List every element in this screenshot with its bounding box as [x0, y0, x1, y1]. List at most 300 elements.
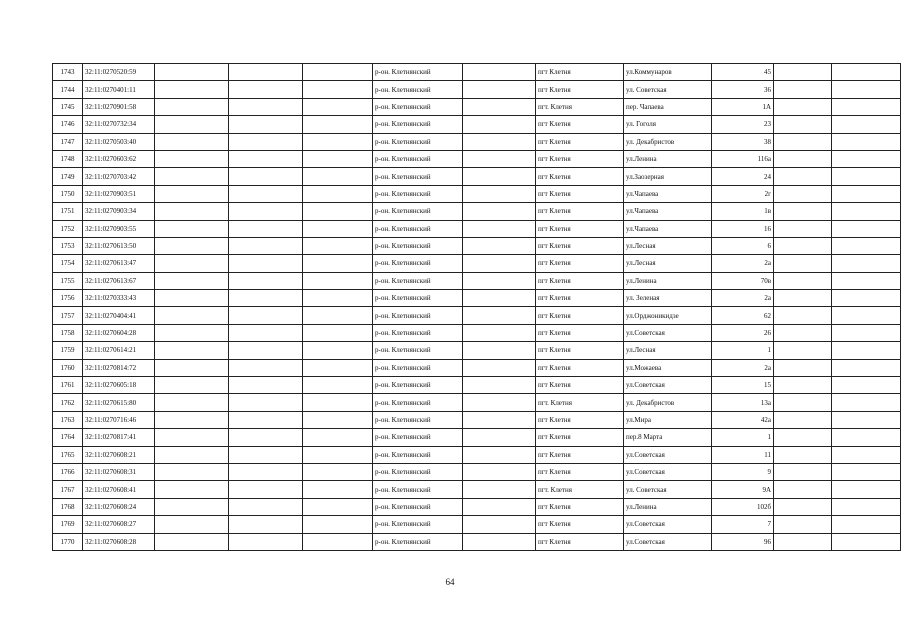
empty-cell	[463, 481, 536, 498]
row-number-cell: 1764	[53, 429, 83, 446]
empty-cell	[229, 481, 303, 498]
empty-cell	[463, 359, 536, 376]
cadastral-number-cell: 32:11:0270716:46	[83, 411, 155, 428]
empty-cell	[774, 342, 832, 359]
empty-cell	[832, 342, 901, 359]
empty-cell	[155, 463, 229, 480]
table-row	[53, 446, 901, 463]
empty-cell	[832, 411, 901, 428]
empty-cell	[303, 220, 373, 237]
settlement-cell: пгт Клетня	[536, 203, 624, 220]
empty-cell	[229, 272, 303, 289]
street-cell: ул.Чапаева	[624, 220, 712, 237]
empty-cell	[303, 133, 373, 150]
house-number-cell: 24	[712, 168, 774, 185]
empty-cell	[463, 394, 536, 411]
settlement-cell: пгт Клетня	[536, 342, 624, 359]
house-number-cell: 7	[712, 516, 774, 533]
empty-cell	[155, 168, 229, 185]
house-number-cell: 16	[712, 220, 774, 237]
empty-cell	[229, 307, 303, 324]
table-row	[53, 133, 901, 150]
empty-cell	[463, 463, 536, 480]
street-cell: ул.Советская	[624, 463, 712, 480]
empty-cell	[832, 220, 901, 237]
street-cell: пер.8 Марта	[624, 429, 712, 446]
street-cell: ул. Декабристов	[624, 394, 712, 411]
empty-cell	[303, 411, 373, 428]
street-cell: ул.Ленина	[624, 150, 712, 167]
empty-cell	[463, 81, 536, 98]
empty-cell	[303, 446, 373, 463]
row-number-cell: 1747	[53, 133, 83, 150]
street-cell: ул. Зеленая	[624, 290, 712, 307]
empty-cell	[774, 185, 832, 202]
settlement-cell: пгт. Клетня	[536, 394, 624, 411]
district-cell: р-он. Клетнянский	[373, 342, 463, 359]
settlement-cell: пгт Клетня	[536, 411, 624, 428]
empty-cell	[303, 237, 373, 254]
cadastral-number-cell: 32:11:0270814:72	[83, 359, 155, 376]
district-cell: р-он. Клетнянский	[373, 98, 463, 115]
empty-cell	[303, 290, 373, 307]
district-cell: р-он. Клетнянский	[373, 359, 463, 376]
house-number-cell: 23	[712, 116, 774, 133]
empty-cell	[303, 359, 373, 376]
row-number-cell: 1743	[53, 64, 83, 81]
settlement-cell: пгт Клетня	[536, 150, 624, 167]
empty-cell	[832, 116, 901, 133]
empty-cell	[832, 481, 901, 498]
row-number-cell: 1760	[53, 359, 83, 376]
district-cell: р-он. Клетнянский	[373, 481, 463, 498]
row-number-cell: 1751	[53, 203, 83, 220]
settlement-cell: пгт Клетня	[536, 533, 624, 550]
row-number-cell: 1769	[53, 516, 83, 533]
house-number-cell: 13а	[712, 394, 774, 411]
empty-cell	[774, 64, 832, 81]
empty-cell	[774, 116, 832, 133]
empty-cell	[774, 481, 832, 498]
table-row	[53, 237, 901, 254]
cadastral-number-cell: 32:11:0270732:34	[83, 116, 155, 133]
page-number: 64	[445, 577, 455, 587]
street-cell: ул.Лесная	[624, 237, 712, 254]
cadastral-number-cell: 32:11:0270608:24	[83, 498, 155, 515]
empty-cell	[774, 446, 832, 463]
empty-cell	[832, 255, 901, 272]
settlement-cell: пгт Клетня	[536, 116, 624, 133]
empty-cell	[774, 463, 832, 480]
district-cell: р-он. Клетнянский	[373, 203, 463, 220]
cadastral-number-cell: 32:11:0270608:27	[83, 516, 155, 533]
house-number-cell: 2а	[712, 290, 774, 307]
empty-cell	[774, 168, 832, 185]
empty-cell	[155, 203, 229, 220]
empty-cell	[463, 272, 536, 289]
settlement-cell: пгт. Клетня	[536, 98, 624, 115]
table-row	[53, 411, 901, 428]
district-cell: р-он. Клетнянский	[373, 446, 463, 463]
street-cell: ул.Лесная	[624, 255, 712, 272]
row-number-cell: 1744	[53, 81, 83, 98]
empty-cell	[774, 533, 832, 550]
empty-cell	[155, 359, 229, 376]
street-cell: ул.Советская	[624, 533, 712, 550]
table-row	[53, 81, 901, 98]
empty-cell	[832, 324, 901, 341]
district-cell: р-он. Клетнянский	[373, 133, 463, 150]
row-number-cell: 1755	[53, 272, 83, 289]
empty-cell	[463, 185, 536, 202]
table-row	[53, 220, 901, 237]
cadastral-number-cell: 32:11:0270604:28	[83, 324, 155, 341]
street-cell: ул. Гоголя	[624, 116, 712, 133]
empty-cell	[229, 446, 303, 463]
empty-cell	[832, 533, 901, 550]
empty-cell	[155, 116, 229, 133]
empty-cell	[155, 255, 229, 272]
empty-cell	[463, 498, 536, 515]
row-number-cell: 1746	[53, 116, 83, 133]
cadastral-number-cell: 32:11:0270615:80	[83, 394, 155, 411]
district-cell: р-он. Клетнянский	[373, 394, 463, 411]
cadastral-number-cell: 32:11:0270608:21	[83, 446, 155, 463]
empty-cell	[303, 150, 373, 167]
empty-cell	[229, 429, 303, 446]
empty-cell	[463, 290, 536, 307]
street-cell: ул.Чапаева	[624, 203, 712, 220]
empty-cell	[155, 150, 229, 167]
settlement-cell: пгт Клетня	[536, 377, 624, 394]
empty-cell	[303, 463, 373, 480]
empty-cell	[774, 220, 832, 237]
empty-cell	[303, 64, 373, 81]
empty-cell	[155, 98, 229, 115]
house-number-cell: 36	[712, 81, 774, 98]
empty-cell	[463, 237, 536, 254]
empty-cell	[832, 98, 901, 115]
empty-cell	[155, 429, 229, 446]
table-row	[53, 116, 901, 133]
empty-cell	[155, 237, 229, 254]
empty-cell	[229, 185, 303, 202]
empty-cell	[832, 237, 901, 254]
district-cell: р-он. Клетнянский	[373, 81, 463, 98]
empty-cell	[774, 272, 832, 289]
empty-cell	[463, 377, 536, 394]
table-row	[53, 498, 901, 515]
cadastral-number-cell: 32:11:0270608:31	[83, 463, 155, 480]
empty-cell	[463, 307, 536, 324]
street-cell: ул.Чапаева	[624, 185, 712, 202]
empty-cell	[832, 516, 901, 533]
district-cell: р-он. Клетнянский	[373, 498, 463, 515]
settlement-cell: пгт Клетня	[536, 290, 624, 307]
house-number-cell: 2а	[712, 255, 774, 272]
empty-cell	[774, 237, 832, 254]
house-number-cell: 62	[712, 307, 774, 324]
empty-cell	[774, 324, 832, 341]
empty-cell	[155, 446, 229, 463]
empty-cell	[303, 272, 373, 289]
house-number-cell: 1А	[712, 98, 774, 115]
table-row	[53, 533, 901, 550]
empty-cell	[832, 429, 901, 446]
empty-cell	[303, 81, 373, 98]
empty-cell	[774, 377, 832, 394]
empty-cell	[774, 290, 832, 307]
district-cell: р-он. Клетнянский	[373, 307, 463, 324]
settlement-cell: пгт Клетня	[536, 64, 624, 81]
empty-cell	[463, 533, 536, 550]
empty-cell	[229, 377, 303, 394]
empty-cell	[303, 481, 373, 498]
empty-cell	[155, 324, 229, 341]
empty-cell	[463, 133, 536, 150]
house-number-cell: 102б	[712, 498, 774, 515]
empty-cell	[229, 220, 303, 237]
settlement-cell: пгт Клетня	[536, 429, 624, 446]
settlement-cell: пгт Клетня	[536, 133, 624, 150]
empty-cell	[774, 394, 832, 411]
empty-cell	[155, 498, 229, 515]
cadastral-number-cell: 32:11:0270903:34	[83, 203, 155, 220]
district-cell: р-он. Клетнянский	[373, 116, 463, 133]
table-row	[53, 463, 901, 480]
cadastral-number-cell: 32:11:0270503:40	[83, 133, 155, 150]
cadastral-number-cell: 32:11:0270703:42	[83, 168, 155, 185]
district-cell: р-он. Клетнянский	[373, 64, 463, 81]
street-cell: ул.Лесная	[624, 342, 712, 359]
settlement-cell: пгт Клетня	[536, 272, 624, 289]
street-cell: ул.Ленина	[624, 498, 712, 515]
empty-cell	[463, 168, 536, 185]
row-number-cell: 1745	[53, 98, 83, 115]
settlement-cell: пгт Клетня	[536, 307, 624, 324]
empty-cell	[229, 98, 303, 115]
empty-cell	[303, 498, 373, 515]
empty-cell	[155, 307, 229, 324]
table-row	[53, 150, 901, 167]
empty-cell	[774, 516, 832, 533]
table-row	[53, 481, 901, 498]
empty-cell	[229, 463, 303, 480]
row-number-cell: 1761	[53, 377, 83, 394]
row-number-cell: 1758	[53, 324, 83, 341]
empty-cell	[229, 81, 303, 98]
house-number-cell: 96	[712, 533, 774, 550]
empty-cell	[303, 116, 373, 133]
empty-cell	[463, 255, 536, 272]
empty-cell	[774, 150, 832, 167]
cadastral-number-cell: 32:11:0270903:55	[83, 220, 155, 237]
street-cell: ул.Советская	[624, 377, 712, 394]
district-cell: р-он. Клетнянский	[373, 272, 463, 289]
table-row	[53, 168, 901, 185]
house-number-cell: 70в	[712, 272, 774, 289]
table-row	[53, 64, 901, 81]
empty-cell	[463, 220, 536, 237]
empty-cell	[463, 324, 536, 341]
district-cell: р-он. Клетнянский	[373, 150, 463, 167]
empty-cell	[303, 394, 373, 411]
empty-cell	[229, 290, 303, 307]
district-cell: р-он. Клетнянский	[373, 168, 463, 185]
empty-cell	[155, 481, 229, 498]
empty-cell	[832, 463, 901, 480]
empty-cell	[229, 133, 303, 150]
empty-cell	[303, 203, 373, 220]
empty-cell	[303, 185, 373, 202]
empty-cell	[155, 133, 229, 150]
table-row	[53, 516, 901, 533]
street-cell: ул.Орджоникидзе	[624, 307, 712, 324]
empty-cell	[832, 64, 901, 81]
empty-cell	[229, 255, 303, 272]
row-number-cell: 1752	[53, 220, 83, 237]
district-cell: р-он. Клетнянский	[373, 463, 463, 480]
empty-cell	[832, 185, 901, 202]
cadastral-number-cell: 32:11:0270614:21	[83, 342, 155, 359]
district-cell: р-он. Клетнянский	[373, 220, 463, 237]
row-number-cell: 1759	[53, 342, 83, 359]
empty-cell	[155, 272, 229, 289]
empty-cell	[303, 516, 373, 533]
street-cell: ул.Заозерная	[624, 168, 712, 185]
empty-cell	[832, 203, 901, 220]
row-number-cell: 1753	[53, 237, 83, 254]
street-cell: ул.Советская	[624, 324, 712, 341]
district-cell: р-он. Клетнянский	[373, 237, 463, 254]
row-number-cell: 1750	[53, 185, 83, 202]
empty-cell	[463, 203, 536, 220]
empty-cell	[832, 168, 901, 185]
empty-cell	[774, 98, 832, 115]
settlement-cell: пгт Клетня	[536, 168, 624, 185]
empty-cell	[229, 116, 303, 133]
house-number-cell: 2а	[712, 359, 774, 376]
empty-cell	[832, 359, 901, 376]
cadastral-number-cell: 32:11:0270817:41	[83, 429, 155, 446]
empty-cell	[155, 220, 229, 237]
cadastral-number-cell: 32:11:0270401:11	[83, 81, 155, 98]
empty-cell	[832, 133, 901, 150]
empty-cell	[832, 446, 901, 463]
street-cell: ул.Можаева	[624, 359, 712, 376]
cadastral-number-cell: 32:11:0270901:58	[83, 98, 155, 115]
empty-cell	[832, 377, 901, 394]
empty-cell	[774, 429, 832, 446]
empty-cell	[774, 255, 832, 272]
empty-cell	[229, 394, 303, 411]
empty-cell	[832, 290, 901, 307]
empty-cell	[229, 359, 303, 376]
cadastral-number-cell: 32:11:0270903:51	[83, 185, 155, 202]
table-row	[53, 429, 901, 446]
house-number-cell: 42а	[712, 411, 774, 428]
row-number-cell: 1767	[53, 481, 83, 498]
house-number-cell: 26	[712, 324, 774, 341]
district-cell: р-он. Клетнянский	[373, 411, 463, 428]
row-number-cell: 1766	[53, 463, 83, 480]
table-row	[53, 272, 901, 289]
empty-cell	[832, 394, 901, 411]
house-number-cell: 38	[712, 133, 774, 150]
district-cell: р-он. Клетнянский	[373, 324, 463, 341]
empty-cell	[832, 81, 901, 98]
empty-cell	[463, 116, 536, 133]
table-row	[53, 203, 901, 220]
empty-cell	[155, 377, 229, 394]
empty-cell	[155, 64, 229, 81]
table-row	[53, 377, 901, 394]
house-number-cell: 11	[712, 446, 774, 463]
settlement-cell: пгт Клетня	[536, 516, 624, 533]
cadastral-number-cell: 32:11:0270608:28	[83, 533, 155, 550]
table-row	[53, 290, 901, 307]
district-cell: р-он. Клетнянский	[373, 377, 463, 394]
cadastral-number-cell: 32:11:0270613:50	[83, 237, 155, 254]
settlement-cell: пгт Клетня	[536, 185, 624, 202]
empty-cell	[229, 168, 303, 185]
empty-cell	[303, 429, 373, 446]
table-row	[53, 185, 901, 202]
empty-cell	[463, 446, 536, 463]
street-cell: ул.Коммунаров	[624, 64, 712, 81]
house-number-cell: 9	[712, 463, 774, 480]
table-row	[53, 394, 901, 411]
empty-cell	[155, 81, 229, 98]
empty-cell	[463, 342, 536, 359]
house-number-cell: 1	[712, 429, 774, 446]
district-cell: р-он. Клетнянский	[373, 533, 463, 550]
empty-cell	[463, 64, 536, 81]
house-number-cell: 2г	[712, 185, 774, 202]
house-number-cell: 1	[712, 342, 774, 359]
street-cell: ул. Декабристов	[624, 133, 712, 150]
district-cell: р-он. Клетнянский	[373, 429, 463, 446]
district-cell: р-он. Клетнянский	[373, 185, 463, 202]
settlement-cell: пгт Клетня	[536, 255, 624, 272]
registry-table-body	[53, 64, 901, 551]
empty-cell	[229, 498, 303, 515]
empty-cell	[463, 516, 536, 533]
settlement-cell: пгт Клетня	[536, 498, 624, 515]
row-number-cell: 1754	[53, 255, 83, 272]
empty-cell	[229, 237, 303, 254]
empty-cell	[774, 203, 832, 220]
empty-cell	[463, 150, 536, 167]
registry-table	[52, 63, 901, 551]
empty-cell	[229, 150, 303, 167]
cadastral-number-cell: 32:11:0270603:62	[83, 150, 155, 167]
empty-cell	[463, 98, 536, 115]
district-cell: р-он. Клетнянский	[373, 255, 463, 272]
empty-cell	[229, 533, 303, 550]
street-cell: пер. Чапаева	[624, 98, 712, 115]
empty-cell	[155, 411, 229, 428]
house-number-cell: 6	[712, 237, 774, 254]
table-row	[53, 255, 901, 272]
empty-cell	[832, 498, 901, 515]
house-number-cell: 9А	[712, 481, 774, 498]
empty-cell	[832, 150, 901, 167]
house-number-cell: 116а	[712, 150, 774, 167]
empty-cell	[774, 498, 832, 515]
house-number-cell: 1в	[712, 203, 774, 220]
row-number-cell: 1765	[53, 446, 83, 463]
